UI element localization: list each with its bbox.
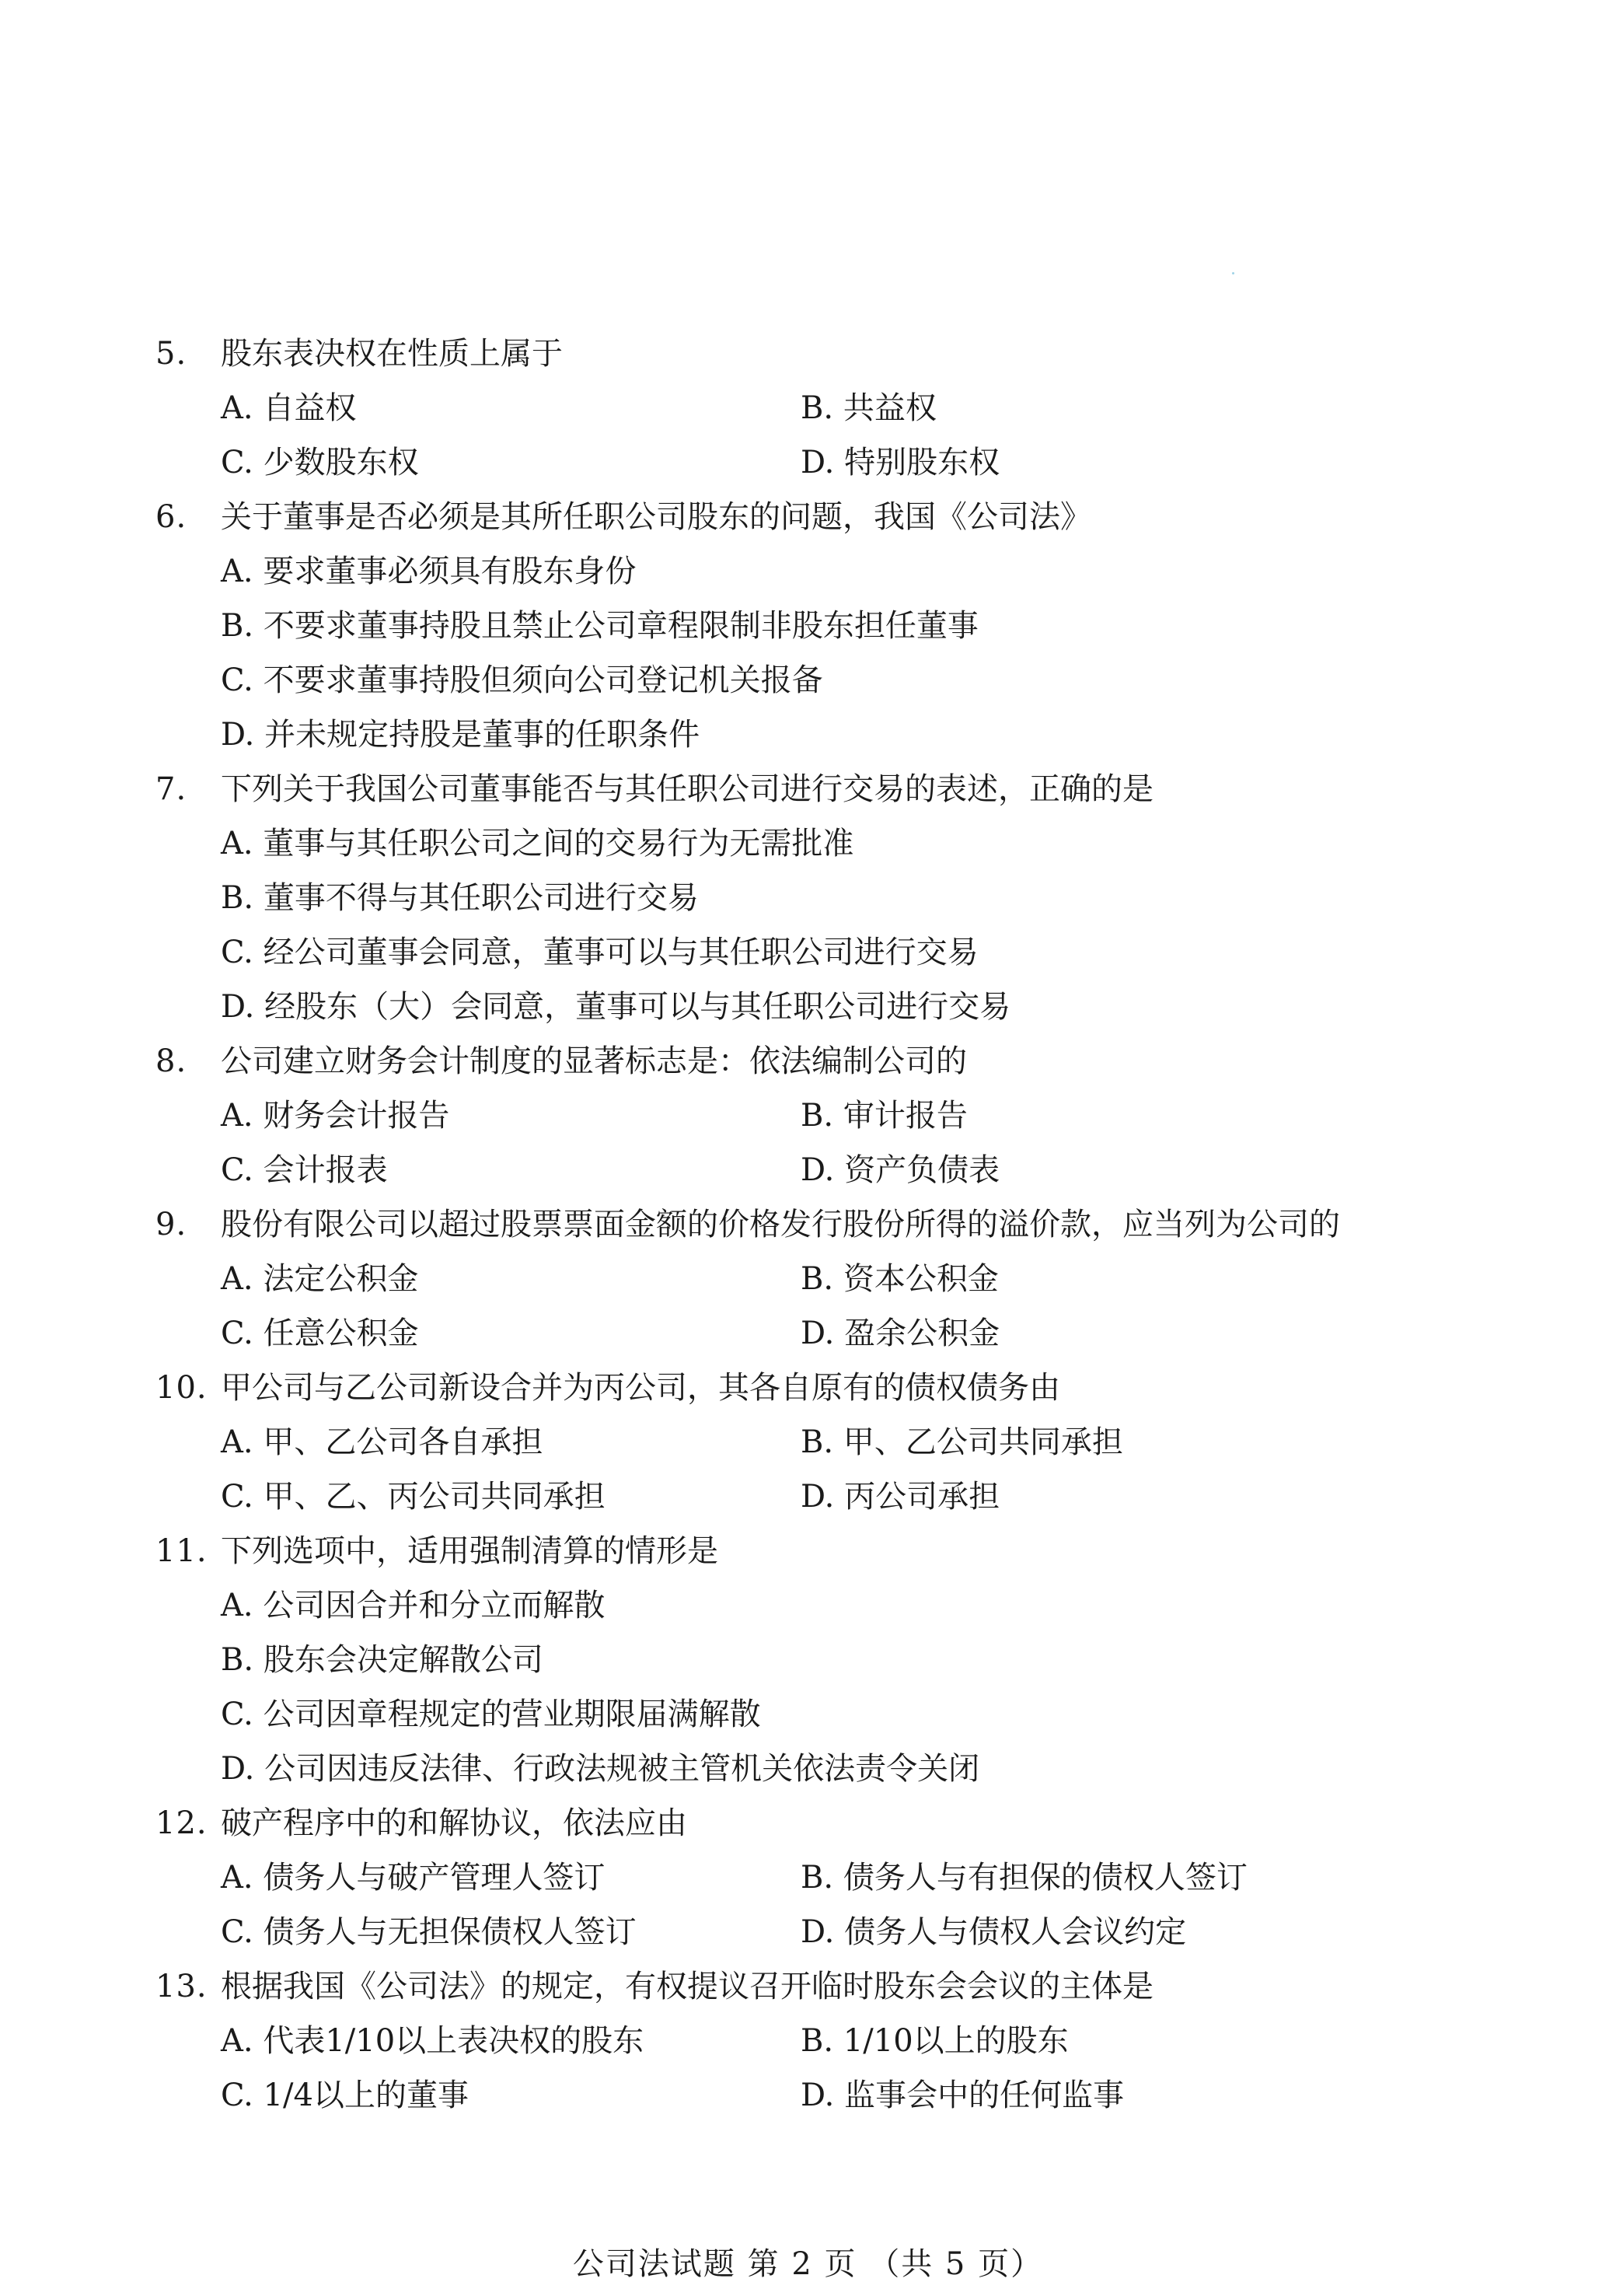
option-a: A. 要求董事必须具有股东身份 (221, 554, 637, 589)
option-b: B. 甲、乙公司共同承担 (801, 1424, 1123, 1460)
options (221, 1252, 1438, 1361)
question-number: 8. (155, 1043, 187, 1079)
question-stem (155, 1361, 1438, 1415)
option-b: B. 股东会决定解散公司 (221, 1642, 543, 1678)
option-d: D. 丙公司承担 (801, 1479, 1000, 1515)
option-d: D. 公司因违反法律、行政法规被主管机关依法责令关闭 (221, 1751, 980, 1787)
option-c: C. 任意公积金 (221, 1316, 419, 1351)
question-text: 根据我国《公司法》的规定，有权提议召开临时股东会会议的主体是 (221, 1969, 1154, 2004)
option-a: A. 甲、乙公司各自承担 (221, 1424, 543, 1460)
option-c: C. 甲、乙、丙公司共同承担 (221, 1479, 606, 1515)
option-c: C. 会计报表 (221, 1152, 388, 1188)
option-row (221, 2014, 1438, 2068)
option-row (221, 1742, 1438, 1796)
question-number: 7. (155, 771, 187, 807)
option-row (221, 1143, 1438, 1197)
question-7 (155, 762, 1438, 1034)
question-stem (155, 1959, 1438, 2014)
option-a: A. 董事与其任职公司之间的交易行为无需批准 (221, 826, 854, 861)
options (221, 1089, 1438, 1197)
option-row (221, 1415, 1438, 1470)
question-stem (155, 762, 1438, 816)
option-row (221, 1578, 1438, 1633)
option-row (221, 544, 1438, 599)
question-stem (155, 327, 1438, 381)
question-9 (155, 1197, 1438, 1361)
option-b: B. 共益权 (801, 390, 937, 426)
question-number: 6. (155, 499, 187, 535)
option-a: A. 法定公积金 (221, 1261, 419, 1297)
question-number: 13. (155, 1969, 208, 2004)
option-a: A. 财务会计报告 (221, 1098, 450, 1134)
question-5 (155, 327, 1438, 490)
option-row (221, 871, 1438, 925)
option-row (221, 1850, 1438, 1905)
option-b: B. 审计报告 (801, 1098, 968, 1134)
option-b: B. 资本公积金 (801, 1261, 999, 1297)
question-text: 关于董事是否必须是其所任职公司股东的问题，我国《公司法》 (221, 499, 1091, 535)
option-b: B. 董事不得与其任职公司进行交易 (221, 880, 699, 916)
question-number: 5. (155, 336, 187, 372)
option-row (221, 599, 1438, 653)
options (221, 1850, 1438, 1959)
option-d: D. 特别股东权 (801, 445, 1000, 481)
page-footer: 公司法试题 第 2 页 （共 5 页） (572, 2246, 1044, 2282)
options (221, 381, 1438, 490)
question-text: 下列关于我国公司董事能否与其任职公司进行交易的表述，正确的是 (221, 771, 1154, 807)
option-row (221, 1470, 1438, 1524)
option-a: A. 自益权 (221, 390, 357, 426)
option-a: A. 公司因合并和分立而解散 (221, 1588, 606, 1623)
option-d: D. 盈余公积金 (801, 1316, 1000, 1351)
options (221, 2014, 1438, 2123)
option-row (221, 708, 1438, 762)
question-text: 破产程序中的和解协议，依法应由 (221, 1805, 687, 1841)
option-c: C. 少数股东权 (221, 445, 419, 481)
question-8 (155, 1034, 1438, 1197)
question-text: 公司建立财务会计制度的显著标志是：依法编制公司的 (221, 1043, 967, 1079)
option-row (221, 435, 1438, 490)
option-row (221, 816, 1438, 871)
option-c: C. 债务人与无担保债权人签订 (221, 1914, 637, 1950)
question-stem (155, 1034, 1438, 1089)
option-d: D. 并未规定持股是董事的任职条件 (221, 717, 700, 753)
question-stem (155, 490, 1438, 544)
option-row (221, 653, 1438, 708)
question-text: 股东表决权在性质上属于 (221, 336, 563, 372)
option-c: C. 公司因章程规定的营业期限届满解散 (221, 1697, 761, 1732)
option-row (221, 925, 1438, 980)
option-row (221, 1633, 1438, 1687)
question-10 (155, 1361, 1438, 1524)
question-text: 下列选项中，适用强制清算的情形是 (221, 1533, 718, 1569)
option-c: C. 不要求董事持股但须向公司登记机关报备 (221, 662, 823, 698)
option-row (221, 1306, 1438, 1361)
options (221, 544, 1438, 762)
option-d: D. 监事会中的任何监事 (801, 2078, 1125, 2113)
question-number: 10. (155, 1370, 208, 1406)
option-row (221, 381, 1438, 435)
option-c: C. 1/4以上的董事 (221, 2078, 469, 2113)
question-13 (155, 1959, 1438, 2123)
question-12 (155, 1796, 1438, 1959)
option-d: D. 经股东（大）会同意，董事可以与其任职公司进行交易 (221, 989, 1011, 1025)
option-row (221, 2068, 1438, 2123)
question-text: 股份有限公司以超过股票票面金额的价格发行股份所得的溢价款，应当列为公司的 (221, 1207, 1340, 1242)
question-stem (155, 1197, 1438, 1252)
question-number: 12. (155, 1805, 208, 1841)
options (221, 1415, 1438, 1524)
question-6 (155, 490, 1438, 762)
question-stem (155, 1796, 1438, 1850)
option-b: B. 1/10以上的股东 (801, 2023, 1069, 2059)
scan-speck (1232, 272, 1234, 274)
question-stem (155, 1524, 1438, 1578)
question-number: 11. (155, 1533, 208, 1569)
option-row (221, 1252, 1438, 1306)
option-d: D. 资产负债表 (801, 1152, 1000, 1188)
option-row (221, 1687, 1438, 1742)
option-a: A. 代表1/10以上表决权的股东 (221, 2023, 644, 2059)
option-b: B. 不要求董事持股且禁止公司章程限制非股东担任董事 (221, 608, 979, 644)
question-text: 甲公司与乙公司新设合并为丙公司，其各自原有的债权债务由 (221, 1370, 1060, 1406)
option-d: D. 债务人与债权人会议约定 (801, 1914, 1187, 1950)
option-a: A. 债务人与破产管理人签订 (221, 1860, 606, 1896)
option-row (221, 1905, 1438, 1959)
option-row (221, 1089, 1438, 1143)
question-number: 9. (155, 1207, 187, 1242)
options (221, 1578, 1438, 1796)
option-b: B. 债务人与有担保的债权人签订 (801, 1860, 1248, 1896)
option-row (221, 980, 1438, 1034)
option-c: C. 经公司董事会同意，董事可以与其任职公司进行交易 (221, 935, 979, 970)
question-11 (155, 1524, 1438, 1796)
options (221, 816, 1438, 1034)
